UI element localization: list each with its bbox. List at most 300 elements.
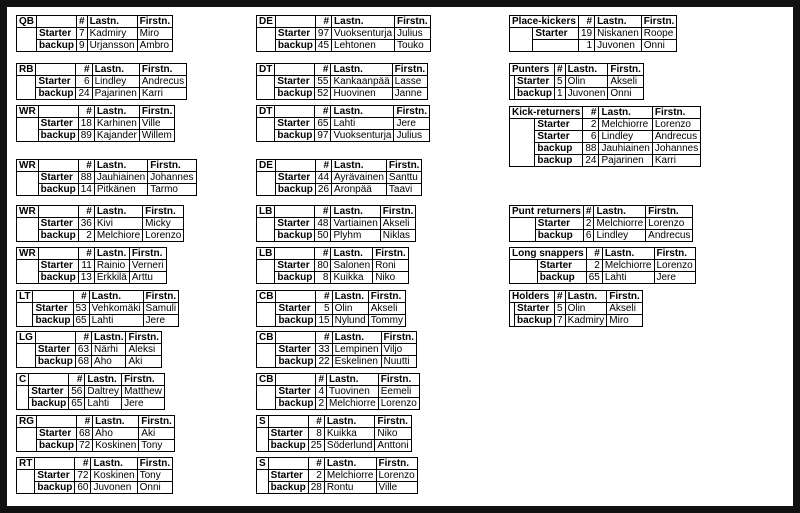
role-label: backup <box>275 272 315 284</box>
first-name: Johannes <box>148 172 196 184</box>
last-name: Melchiorre <box>602 260 654 272</box>
first-name-header: Firstn. <box>375 416 411 428</box>
first-name-header: Firstn. <box>394 106 430 118</box>
player-row <box>257 130 430 142</box>
jersey-number: 4 <box>316 386 327 398</box>
number-header: # <box>316 374 327 386</box>
jersey-number: 2 <box>78 230 94 242</box>
jersey-number: 22 <box>316 356 332 368</box>
last-name-header: Lastn. <box>331 106 394 118</box>
role-label: Starter <box>275 118 315 130</box>
position-label: LB <box>257 206 275 218</box>
player-row <box>17 260 167 272</box>
role-label: backup <box>276 398 316 410</box>
last-name-header: Lastn. <box>91 458 137 470</box>
player-row <box>17 28 173 40</box>
player-row <box>17 344 162 356</box>
blank-cell <box>17 470 35 494</box>
number-header: # <box>315 206 331 218</box>
role-label: Starter <box>33 303 73 315</box>
player-row <box>257 440 412 452</box>
first-name: Willem <box>139 130 175 142</box>
player-row <box>257 218 416 230</box>
blank-cell <box>257 28 276 52</box>
role-label: Starter <box>29 386 69 398</box>
last-name: Juvonen <box>565 88 608 100</box>
first-name: Roni <box>373 260 409 272</box>
blank-cell <box>510 260 538 284</box>
player-row <box>257 118 430 130</box>
last-name: Lahti <box>89 315 143 327</box>
jersey-number: 36 <box>78 218 94 230</box>
blank-header-cell <box>38 160 78 172</box>
jersey-number: 68 <box>75 356 91 368</box>
player-row <box>17 172 197 184</box>
last-name-header: Lastn. <box>92 64 139 76</box>
player-row <box>17 440 175 452</box>
position-block-de <box>256 15 431 52</box>
first-name: Micky <box>143 218 184 230</box>
position-block-de <box>256 159 422 196</box>
first-name: Anttoni <box>375 440 411 452</box>
role-label: backup <box>37 40 77 52</box>
blank-cell <box>257 428 269 452</box>
role-label: Starter <box>535 218 583 230</box>
player-row <box>17 184 197 196</box>
blank-cell <box>510 218 536 242</box>
role-label: backup <box>535 155 583 167</box>
role-label: Starter <box>268 428 308 440</box>
first-name: Julius <box>395 28 431 40</box>
number-header: # <box>78 248 94 260</box>
role-label: Starter <box>35 470 75 482</box>
last-name: Lahti <box>331 118 394 130</box>
header-row <box>257 248 409 260</box>
last-name: Jauhiainen <box>599 143 652 155</box>
role-label: backup <box>268 440 308 452</box>
role-label: Starter <box>275 260 315 272</box>
first-name: Viljo <box>381 344 417 356</box>
last-name: Juvonen <box>595 40 642 52</box>
header-row <box>257 332 417 344</box>
header-row <box>17 374 165 386</box>
last-name-header: Lastn. <box>87 16 137 28</box>
role-label: backup <box>38 272 78 284</box>
first-name-header: Firstn. <box>607 291 643 303</box>
position-block-place-kickers <box>509 15 677 52</box>
position-label: WR <box>17 206 39 218</box>
last-name: Koskinen <box>93 440 139 452</box>
last-name-header: Lastn. <box>327 374 379 386</box>
last-name-header: Lastn. <box>92 332 126 344</box>
blank-cell <box>17 118 39 142</box>
header-row <box>17 106 175 118</box>
last-name-header: Lastn. <box>331 64 392 76</box>
jersey-number: 50 <box>315 230 331 242</box>
first-name-header: Firstn. <box>373 248 409 260</box>
last-name: Koskinen <box>91 470 137 482</box>
last-name: Söderlund <box>324 440 375 452</box>
number-header: # <box>308 458 324 470</box>
first-name-header: Firstn. <box>143 291 179 303</box>
role-label: backup <box>29 398 69 410</box>
last-name-header: Lastn. <box>599 107 652 119</box>
blank-cell <box>257 76 275 100</box>
first-name: Jere <box>122 398 165 410</box>
last-name: Pajarinen <box>92 88 139 100</box>
last-name-header: Lastn. <box>332 332 381 344</box>
player-row <box>510 119 701 131</box>
role-label: backup <box>275 184 315 196</box>
last-name: Rainio <box>94 260 129 272</box>
first-name: Eemeli <box>378 386 419 398</box>
blank-header-cell <box>33 291 73 303</box>
first-name-header: Firstn. <box>129 248 166 260</box>
last-name-header: Lastn. <box>565 64 608 76</box>
blank-header-cell <box>276 291 316 303</box>
role-label: Starter <box>533 28 579 40</box>
blank-header-cell <box>275 106 315 118</box>
depth-chart-sheet <box>7 7 793 506</box>
first-name: Matthew <box>122 386 165 398</box>
first-name: Aleksi <box>126 344 162 356</box>
jersey-number: 28 <box>308 482 324 494</box>
jersey-number: 88 <box>78 172 94 184</box>
role-label: backup <box>33 315 73 327</box>
position-label: Punters <box>510 64 555 76</box>
jersey-number: 13 <box>78 272 94 284</box>
player-row <box>17 118 175 130</box>
player-row <box>257 40 431 52</box>
player-row <box>257 28 431 40</box>
jersey-number: 24 <box>583 155 599 167</box>
header-row <box>510 291 643 303</box>
role-label: backup <box>275 230 315 242</box>
header-row <box>17 291 179 303</box>
jersey-number: 2 <box>583 218 594 230</box>
first-name: Roope <box>641 28 677 40</box>
blank-cell <box>257 172 276 196</box>
first-name: Aki <box>126 356 162 368</box>
jersey-number: 33 <box>316 344 332 356</box>
last-name: Tuovinen <box>327 386 379 398</box>
last-name: Olin <box>565 303 607 315</box>
last-name: Daltrey <box>85 386 122 398</box>
player-row <box>257 303 406 315</box>
jersey-number: 97 <box>315 130 331 142</box>
first-name-header: Firstn. <box>137 16 173 28</box>
header-row <box>510 248 696 260</box>
header-row <box>510 206 693 218</box>
first-name-header: Firstn. <box>608 64 644 76</box>
player-row <box>257 260 409 272</box>
jersey-number: 65 <box>69 398 85 410</box>
blank-header-cell <box>38 248 78 260</box>
first-name-header: Firstn. <box>376 458 417 470</box>
jersey-number: 80 <box>315 260 331 272</box>
role-label: Starter <box>276 386 316 398</box>
player-row <box>17 386 165 398</box>
number-header: # <box>75 458 91 470</box>
first-name: Julius <box>394 130 430 142</box>
blank-header-cell <box>37 16 77 28</box>
jersey-number: 5 <box>555 303 566 315</box>
last-name-header: Lastn. <box>89 291 143 303</box>
blank-cell <box>17 172 39 196</box>
first-name: Andrecus <box>139 76 186 88</box>
role-label: backup <box>268 482 308 494</box>
last-name: Urjansson <box>87 40 137 52</box>
first-name-header: Firstn. <box>392 64 428 76</box>
jersey-number: 8 <box>315 272 331 284</box>
last-name: Pitkänen <box>94 184 147 196</box>
position-label: LT <box>17 291 33 303</box>
last-name: Juvonen <box>91 482 137 494</box>
first-name: Andrecus <box>652 131 700 143</box>
first-name-header: Firstn. <box>139 416 175 428</box>
header-row <box>257 160 422 172</box>
role-label: backup <box>535 143 583 155</box>
number-header: # <box>315 106 331 118</box>
player-row <box>17 428 175 440</box>
role-label: backup <box>38 130 78 142</box>
jersey-number: 48 <box>315 218 331 230</box>
position-label: CB <box>257 291 276 303</box>
header-row <box>17 248 167 260</box>
last-name: Erkkilä <box>94 272 129 284</box>
role-label: backup <box>275 130 315 142</box>
first-name: Jere <box>394 118 430 130</box>
header-row <box>257 16 431 28</box>
blank-header-cell <box>276 374 316 386</box>
last-name: Melchiorre <box>599 119 652 131</box>
first-name: Jere <box>654 272 695 284</box>
player-row <box>510 315 643 327</box>
blank-cell <box>257 386 276 410</box>
first-name-header: Firstn. <box>646 206 693 218</box>
first-name-header: Firstn. <box>652 107 700 119</box>
blank-cell <box>257 118 275 142</box>
player-row <box>17 88 187 100</box>
header-row <box>257 416 412 428</box>
number-header: # <box>315 248 331 260</box>
player-row <box>510 155 701 167</box>
blank-cell <box>257 260 275 284</box>
last-name: Nylund <box>332 315 368 327</box>
first-name: Lorenzo <box>378 398 419 410</box>
number-header: # <box>578 16 594 28</box>
position-block-rt <box>16 457 173 494</box>
position-label: QB <box>17 16 37 28</box>
role-label: Starter <box>515 76 555 88</box>
blank-cell <box>257 218 275 242</box>
jersey-number: 7 <box>77 28 88 40</box>
first-name: Tony <box>139 440 175 452</box>
role-label: backup <box>515 88 555 100</box>
role-label: Starter <box>275 172 315 184</box>
first-name: Taavi <box>386 184 422 196</box>
last-name-header: Lastn. <box>332 160 387 172</box>
jersey-number: 14 <box>78 184 94 196</box>
player-row <box>17 230 184 242</box>
player-row <box>17 272 167 284</box>
last-name: Huovinen <box>331 88 392 100</box>
jersey-number: 1 <box>578 40 594 52</box>
role-label: Starter <box>37 428 77 440</box>
blank-header-cell <box>35 332 75 344</box>
role-label: Starter <box>275 28 315 40</box>
position-block-lt <box>16 290 179 327</box>
position-block-s <box>256 415 412 452</box>
player-row <box>17 398 165 410</box>
last-name: Ayrävainen <box>332 172 387 184</box>
role-label: Starter <box>36 76 76 88</box>
first-name-header: Firstn. <box>386 160 422 172</box>
first-name-header: Firstn. <box>139 64 186 76</box>
position-label: DE <box>257 16 276 28</box>
number-header: # <box>75 332 91 344</box>
blank-cell <box>257 344 276 368</box>
last-name-header: Lastn. <box>602 248 654 260</box>
last-name-header: Lastn. <box>565 291 607 303</box>
first-name-header: Firstn. <box>654 248 695 260</box>
role-label: backup <box>537 272 586 284</box>
first-name-header: Firstn. <box>380 206 416 218</box>
role-label: backup <box>37 440 77 452</box>
first-name: Johannes <box>652 143 700 155</box>
last-name: Vuoksenturja <box>332 28 395 40</box>
number-header: # <box>308 416 324 428</box>
last-name: Kadmiry <box>87 28 137 40</box>
last-name: Lahti <box>602 272 654 284</box>
header-row <box>257 458 418 470</box>
header-row <box>510 107 701 119</box>
jersey-number: 53 <box>73 303 89 315</box>
blank-header-cell <box>38 106 78 118</box>
player-row <box>510 40 677 52</box>
jersey-number: 8 <box>308 428 324 440</box>
first-name: Andrecus <box>646 230 693 242</box>
first-name-header: Firstn. <box>381 332 417 344</box>
blank-header-cell <box>35 458 75 470</box>
player-row <box>510 303 643 315</box>
last-name: Kivi <box>94 218 142 230</box>
position-block-wr <box>16 105 175 142</box>
position-block-wr <box>16 247 167 284</box>
position-block-holders <box>509 290 643 327</box>
first-name: Miro <box>137 28 173 40</box>
blank-header-cell <box>276 332 316 344</box>
first-name-header: Firstn. <box>378 374 419 386</box>
header-row <box>510 64 644 76</box>
last-name: Närhi <box>92 344 126 356</box>
role-label: Starter <box>38 260 78 272</box>
jersey-number: 88 <box>583 143 599 155</box>
jersey-number: 26 <box>315 184 331 196</box>
jersey-number: 25 <box>308 440 324 452</box>
last-name-header: Lastn. <box>324 416 375 428</box>
role-label: Starter <box>38 118 78 130</box>
first-name: Niko <box>375 428 411 440</box>
role-label: Starter <box>275 218 315 230</box>
last-name-header: Lastn. <box>331 248 373 260</box>
position-label: RT <box>17 458 35 470</box>
first-name: Tommy <box>368 315 405 327</box>
last-name: Lahti <box>85 398 122 410</box>
number-header: # <box>76 64 92 76</box>
role-label: backup <box>35 356 75 368</box>
position-label: DT <box>257 106 275 118</box>
jersey-number: 65 <box>73 315 89 327</box>
last-name-header: Lastn. <box>94 248 129 260</box>
first-name: Lorenzo <box>652 119 700 131</box>
position-label: RB <box>17 64 36 76</box>
role-label <box>533 40 579 52</box>
position-label: Place-kickers <box>510 16 579 28</box>
jersey-number: 15 <box>316 315 332 327</box>
blank-header-cell <box>268 458 308 470</box>
first-name: Nuutti <box>381 356 417 368</box>
last-name: Vehkomäki <box>89 303 143 315</box>
role-label: Starter <box>515 303 555 315</box>
jersey-number: 65 <box>586 272 602 284</box>
last-name-header: Lastn. <box>93 416 139 428</box>
blank-header-cell <box>275 206 315 218</box>
player-row <box>510 260 696 272</box>
player-row <box>510 230 693 242</box>
last-name: Kadmiry <box>565 315 607 327</box>
position-block-cb <box>256 290 406 327</box>
position-block-s <box>256 457 418 494</box>
last-name: Lempinen <box>332 344 381 356</box>
player-row <box>17 130 175 142</box>
last-name: Olin <box>332 303 368 315</box>
position-label: CB <box>257 332 276 344</box>
last-name: Vartiainen <box>331 218 380 230</box>
blank-cell <box>17 28 37 52</box>
player-row <box>257 356 417 368</box>
position-label: S <box>257 416 269 428</box>
blank-header-cell <box>29 374 69 386</box>
first-name: Miro <box>607 315 643 327</box>
header-row <box>17 332 162 344</box>
role-label: backup <box>38 230 78 242</box>
jersey-number: 45 <box>315 40 331 52</box>
jersey-number: 18 <box>78 118 94 130</box>
position-block-dt <box>256 105 430 142</box>
role-label: backup <box>535 230 583 242</box>
position-label: LG <box>17 332 36 344</box>
first-name: Onni <box>641 40 677 52</box>
first-name-header: Firstn. <box>368 291 405 303</box>
role-label: backup <box>36 88 76 100</box>
blank-header-cell <box>275 64 315 76</box>
first-name-header: Firstn. <box>143 206 184 218</box>
position-block-lb <box>256 205 416 242</box>
player-row <box>17 218 184 230</box>
position-block-lg <box>16 331 162 368</box>
player-row <box>257 482 418 494</box>
role-label: backup <box>276 356 316 368</box>
jersey-number: 6 <box>583 131 599 143</box>
position-label: WR <box>17 160 39 172</box>
role-label: backup <box>515 315 555 327</box>
position-label: DE <box>257 160 276 172</box>
jersey-number: 9 <box>77 40 88 52</box>
jersey-number: 1 <box>555 88 566 100</box>
first-name: Ville <box>376 482 417 494</box>
last-name: Olin <box>565 76 608 88</box>
